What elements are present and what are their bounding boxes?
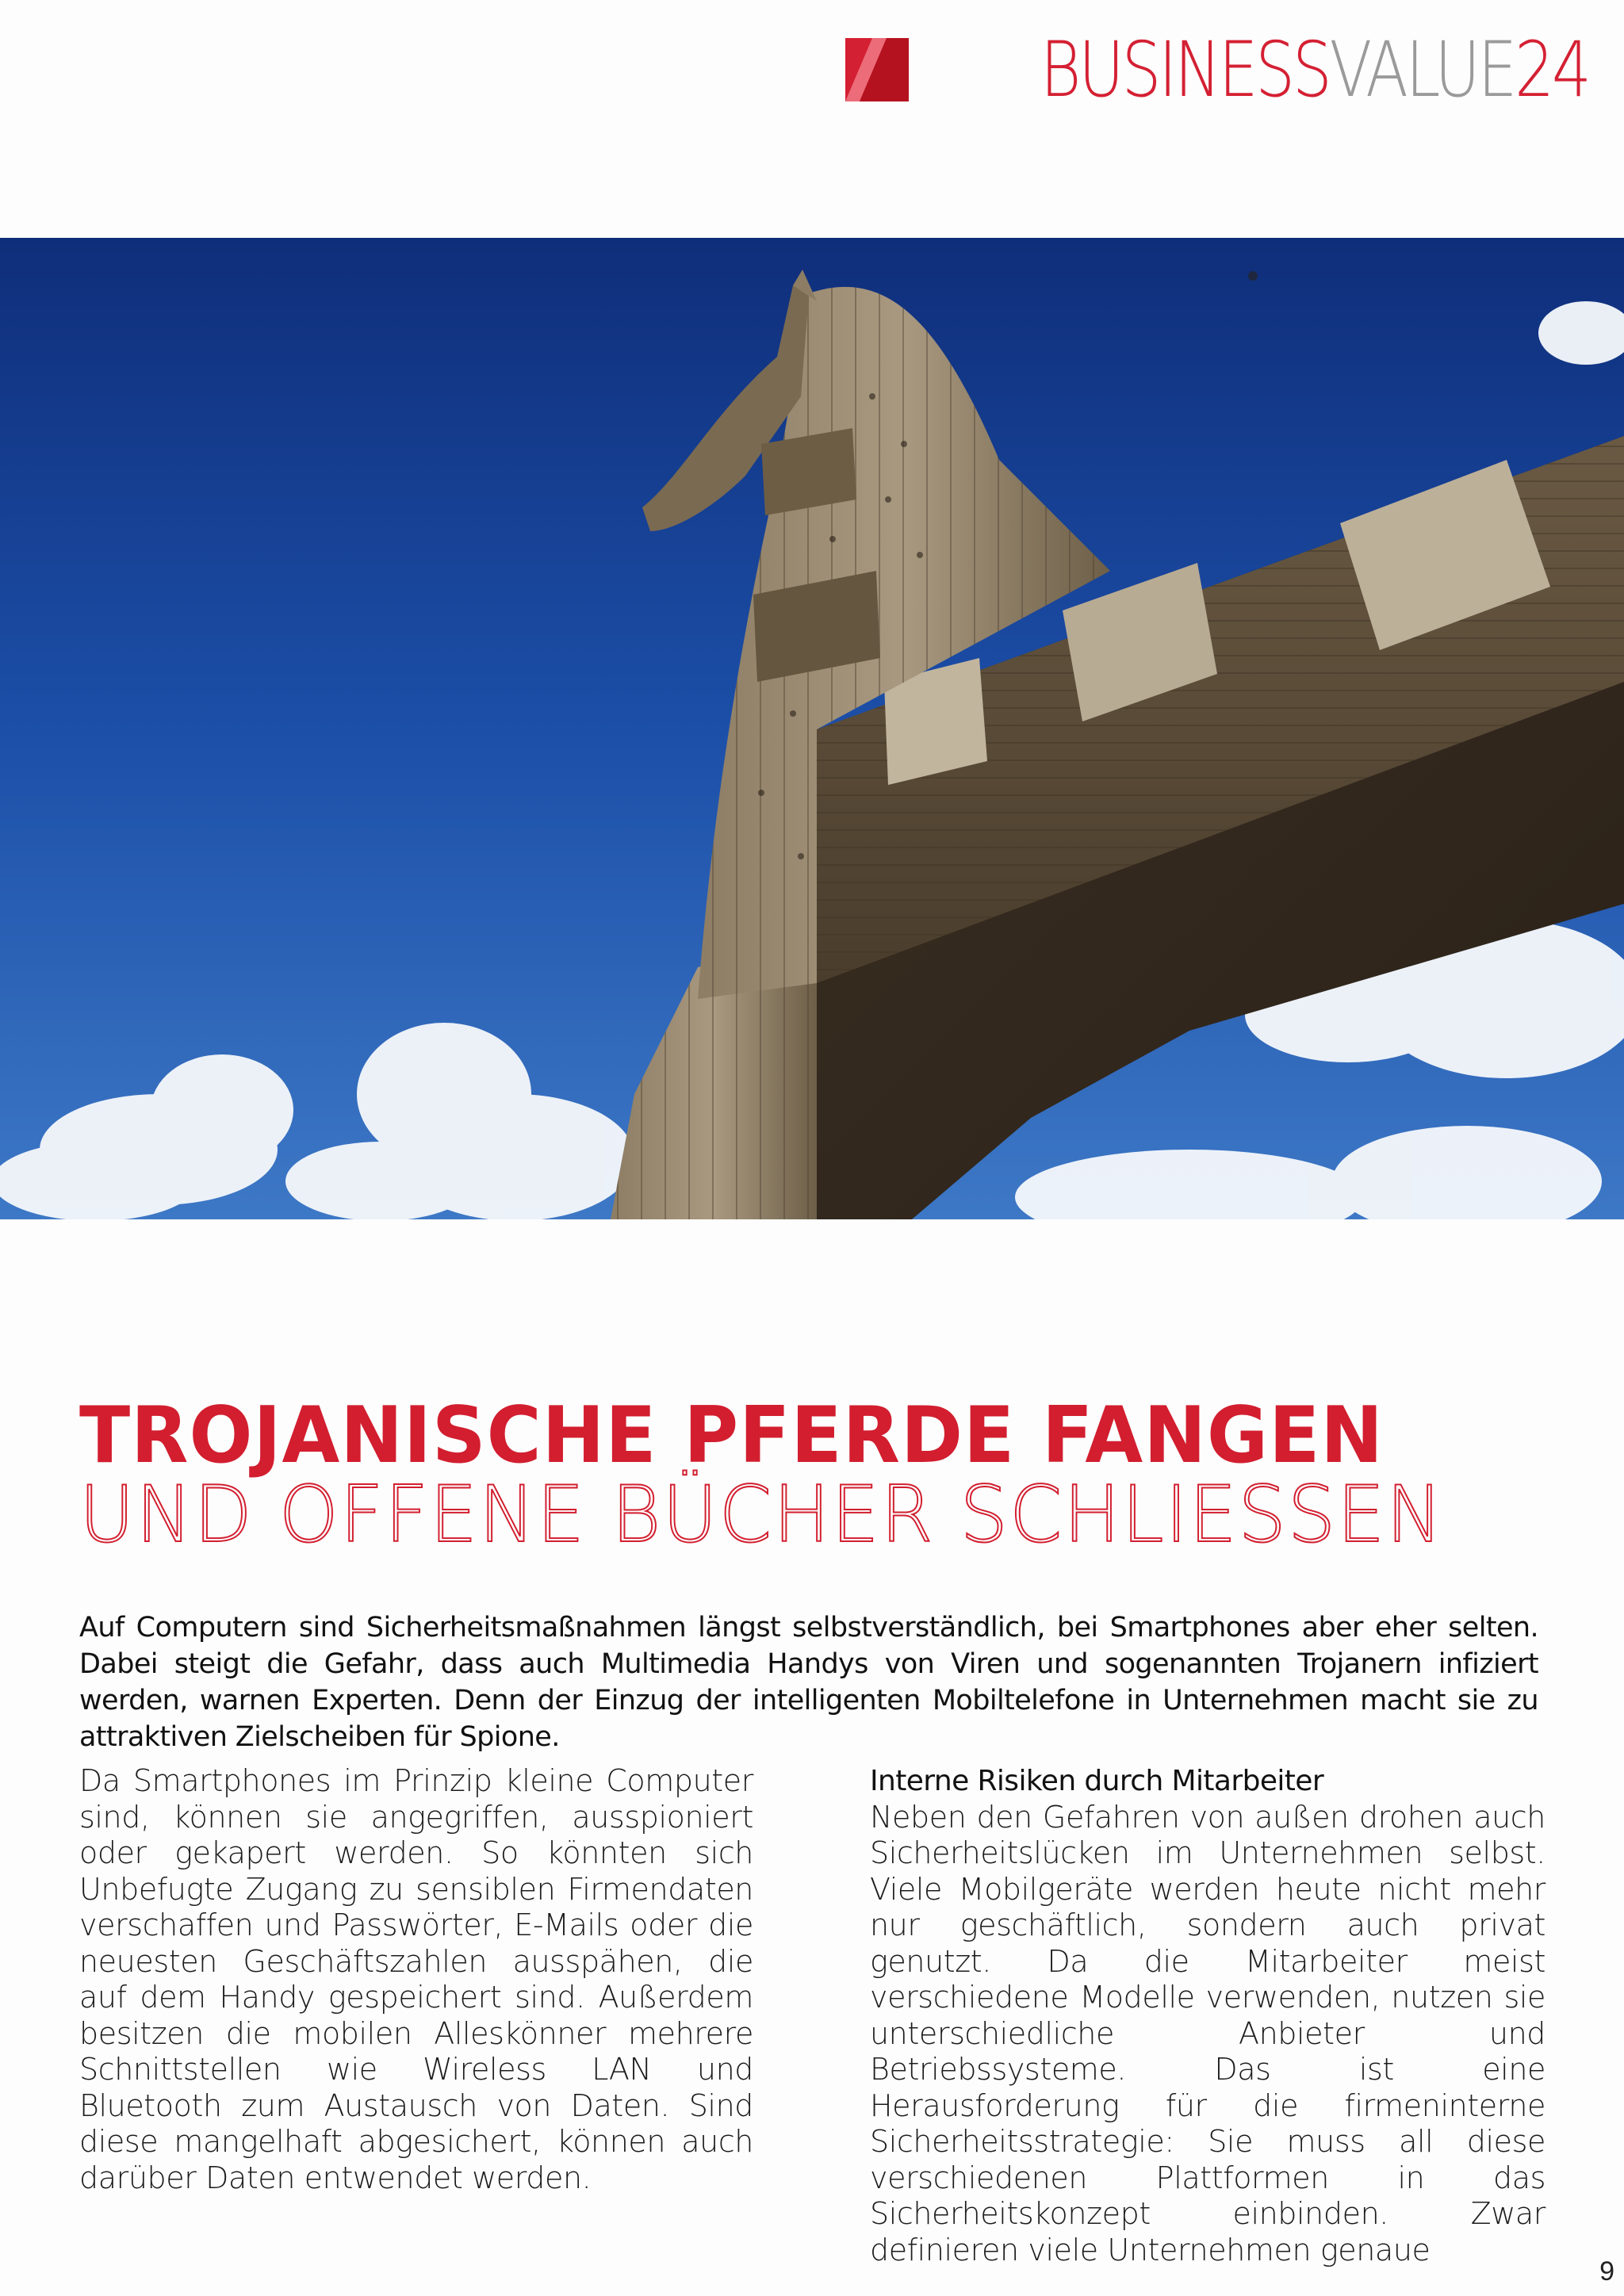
article-headline [79, 1391, 1554, 1560]
logo-business: BUSINESS [1040, 25, 1330, 114]
article-column-right-text: Neben den Gefahren von außen drohen auch Sicherheitslücken im Unternehmen selbst. Viele Mobilgeräte werden heute nicht mehr nur geschäftlich, sondern auch privat genutzt. Da die Mitarbeiter meist verschiedene Modelle verwenden, nutzen sie unterschiedliche Anbieter und Betriebssysteme. Das ist eine Herausforderung für die firmeninterne Sicherheitsstrategie: Sie muss all diese verschiedenen Plattformen in das Sicherheitskonzept einbinden. Zwar definieren viele Unternehmen genaue [870, 1799, 1545, 2267]
logo-value: VALUE [1329, 25, 1515, 114]
page-number: 9 [1599, 2256, 1614, 2286]
hero-photo [0, 238, 1624, 1219]
logo-number: 24 [1515, 25, 1589, 114]
headline-line-2: UND OFFENE BÜCHER SCHLIESSEN [79, 1470, 1445, 1560]
headline-line-1: TROJANISCHE PFERDE FANGEN [79, 1391, 1385, 1481]
article-column-left: Da Smartphones im Prinzip kleine Computer sind, können sie angegriffen, ausspioniert oder gekapert werden. So könnten sich Unbefugte Zugang zu sensiblen Firmendaten verschaffen und Passwörter, E-Mails oder die neuesten Geschäftszahlen ausspähen, die auf dem Handy gespeichert sind. Außerdem besitzen die mobilen Alleskönner mehrere Schnittstellen wie Wireless LAN und Bluetooth zum Austausch von Daten. Sind diese mangelhaft abgesichert, können auch darüber Daten entwendet werden. [79, 1763, 753, 2195]
article-subheading: Interne Risiken durch Mitarbeiter [870, 1765, 1324, 1797]
article-column-right [870, 1763, 1545, 2268]
logo-wordmark [1040, 25, 1589, 114]
article-lead: Auf Computern sind Sicherheitsmaßnahmen längst selbstverständlich, bei Smartphones aber eher selten. Dabei steigt die Gefahr, dass auch Multimedia Handys von Viren und sogenannten Trojanern infiziert werden, warnen Experten. Denn der Einzug der intelligenten Mobiltelefone in Unternehmen macht sie zu attraktiven Zielscheiben für Spione. [79, 1612, 1538, 1753]
brand-logo [845, 25, 1589, 114]
logo-mark-icon [845, 38, 909, 101]
